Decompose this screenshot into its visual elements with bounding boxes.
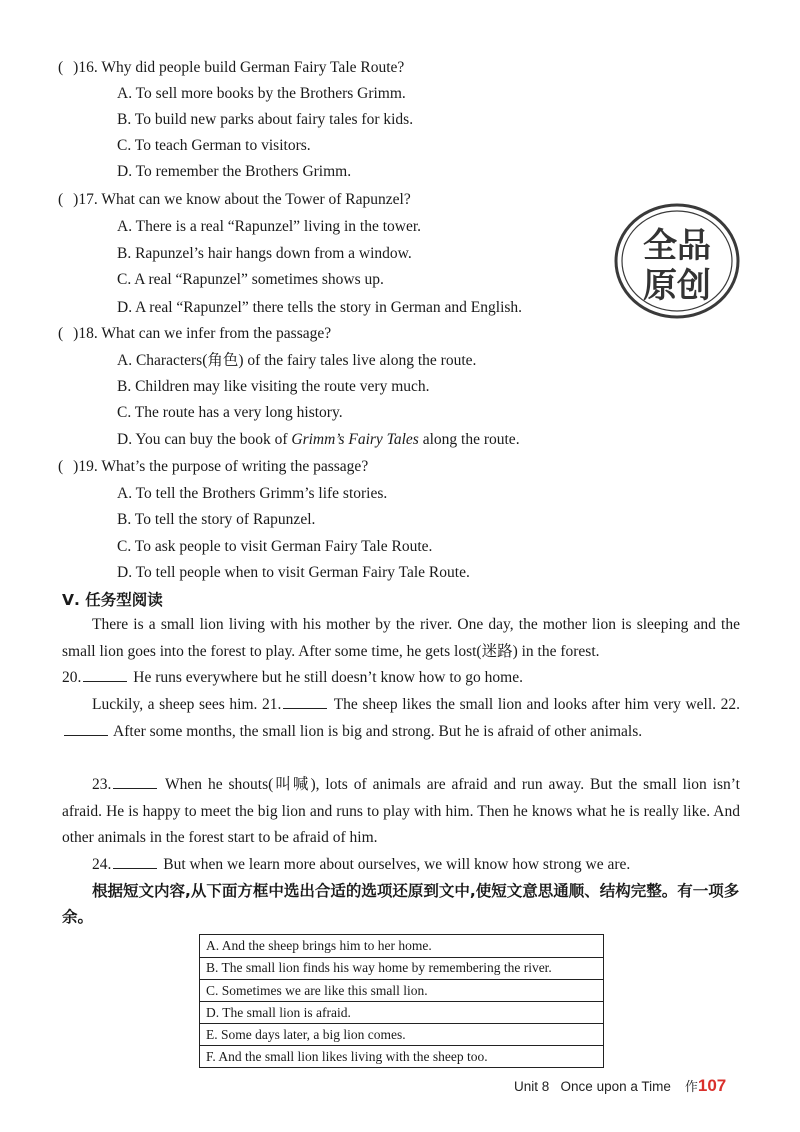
option-16b: B. To build new parks about fairy tales for kids.: [117, 111, 414, 128]
answer-blank-24[interactable]: [113, 854, 157, 869]
option-18d: [117, 430, 520, 450]
option-17c: C. A real “Rapunzel” sometimes shows up.: [117, 271, 384, 288]
bracket-close: ): [73, 191, 79, 208]
page-number: 107: [697, 1076, 727, 1095]
option-19c: C. To ask people to visit German Fairy Tale Route.: [117, 538, 433, 555]
option-19d: D. To tell people when to visit German Fairy Tale Route.: [117, 564, 470, 581]
bracket-close: ): [73, 59, 79, 76]
option-16a: A. To sell more books by the Brothers Grimm.: [117, 85, 406, 102]
question-number: 17.: [78, 191, 98, 208]
passage-text: After some months, the small lion is big and strong. But he is afraid of other animals.: [113, 722, 643, 740]
box-option-e: E. Some days later, a big lion comes.: [206, 1027, 406, 1042]
box-divider: [200, 957, 603, 958]
question-stem: What can we infer from the passage?: [101, 325, 332, 342]
box-divider: [200, 1001, 603, 1002]
passage-paragraph-4: [62, 852, 740, 879]
passage-text: He runs everywhere but he still doesn’t know how to go home.: [133, 669, 523, 686]
bracket-open: (: [58, 458, 64, 475]
question-stem: Why did people build German Fairy Tale Route?: [101, 59, 405, 76]
question-19: [58, 457, 368, 477]
answer-blank-21[interactable]: [283, 694, 327, 709]
footer-unit: Unit 8: [514, 1079, 550, 1094]
passage-text: When he shouts(叫喊), lots of animals are afraid and run away. But the small lion isn’t afraid. He is happy to meet the big lion and runs to play with him. Then he knows what he is really like. And other animals in the forest start to be afraid of him.: [62, 776, 740, 846]
passage-text: Luckily, a sheep sees him.: [92, 696, 258, 713]
blank-number-20: 20.: [62, 669, 82, 686]
question-17: [58, 190, 411, 210]
options-box: [199, 934, 604, 1068]
blank-number-22: 22.: [720, 696, 741, 713]
box-option-c: C. Sometimes we are like this small lion.: [206, 983, 428, 998]
option-17b: B. Rapunzel’s hair hangs down from a window.: [117, 245, 412, 262]
task-instruction: [62, 878, 742, 930]
passage-text: But when we learn more about ourselves, we will know how strong we are.: [163, 856, 631, 873]
stamp-line2: 原创: [643, 266, 711, 306]
stamp-line1: 全品: [643, 226, 711, 266]
option-16c: C. To teach German to visitors.: [117, 137, 311, 154]
passage-text: There is a small lion living with his mother by the river. One day, the mother lion is sleeping and the small lion goes into the forest to play. After some time, he gets lost(迷路) in the forest.: [62, 616, 740, 660]
box-option-b: B. The small lion finds his way home by remembering the river.: [206, 960, 552, 975]
box-divider: [200, 1045, 603, 1046]
passage-text: The sheep likes the small lion and looks after him very well.: [333, 696, 717, 713]
question-18: [58, 324, 331, 344]
page-footer: [514, 1076, 726, 1096]
passage-paragraph-1: [62, 612, 740, 692]
section-title: Ⅴ. 任务型阅读: [62, 591, 163, 609]
question-stem: What can we know about the Tower of Rapunzel?: [101, 191, 411, 208]
footer-unit-title: Once upon a Time: [560, 1079, 671, 1094]
instruction-text: 根据短文内容,从下面方框中选出合适的选项还原到文中,使短文意思通顺、结构完整。有一项多余。: [62, 882, 740, 926]
option-18c: C. The route has a very long history.: [117, 404, 343, 421]
option-17a: A. There is a real “Rapunzel” living in the tower.: [117, 218, 422, 235]
answer-blank-22[interactable]: [64, 721, 108, 736]
footer-zuo: 作: [684, 1079, 698, 1094]
question-number: 18.: [78, 325, 98, 342]
option-18b: B. Children may like visiting the route very much.: [117, 378, 430, 395]
option-19a: A. To tell the Brothers Grimm’s life stories.: [117, 485, 388, 502]
question-16: [58, 58, 404, 78]
box-option-f: F. And the small lion likes living with the sheep too.: [206, 1049, 488, 1064]
passage-paragraph-2: [62, 692, 740, 745]
bracket-close: ): [73, 458, 79, 475]
passage-paragraph-3: [62, 772, 740, 852]
blank-number-24: 24.: [92, 856, 112, 873]
answer-blank-20[interactable]: [83, 667, 127, 682]
option-17d: D. A real “Rapunzel” there tells the story in German and English.: [117, 299, 523, 316]
option-18d-tail: along the route.: [418, 431, 520, 448]
blank-number-23: 23.: [92, 776, 112, 793]
answer-blank-23[interactable]: [113, 774, 157, 789]
option-18d-head: D. You can buy the book of: [117, 431, 288, 448]
bracket-close: ): [73, 325, 79, 342]
bracket-open: (: [58, 191, 64, 208]
blank-number-21: 21.: [262, 696, 282, 713]
option-16d: D. To remember the Brothers Grimm.: [117, 163, 352, 180]
question-number: 19.: [78, 458, 98, 475]
bracket-open: (: [58, 325, 64, 342]
option-19b: B. To tell the story of Rapunzel.: [117, 511, 316, 528]
box-option-d: D. The small lion is afraid.: [206, 1005, 351, 1020]
question-number: 16.: [78, 59, 98, 76]
quanpin-original-stamp: [612, 201, 742, 321]
question-stem: What’s the purpose of writing the passage?: [101, 458, 369, 475]
option-18d-book-title: Grimm’s Fairy Tales: [291, 431, 419, 448]
box-option-a: A. And the sheep brings him to her home.: [206, 938, 432, 953]
bracket-open: (: [58, 59, 64, 76]
option-18a: A. Characters(角色) of the fairy tales live along the route.: [117, 352, 477, 369]
box-divider: [200, 979, 603, 980]
box-divider: [200, 1023, 603, 1024]
